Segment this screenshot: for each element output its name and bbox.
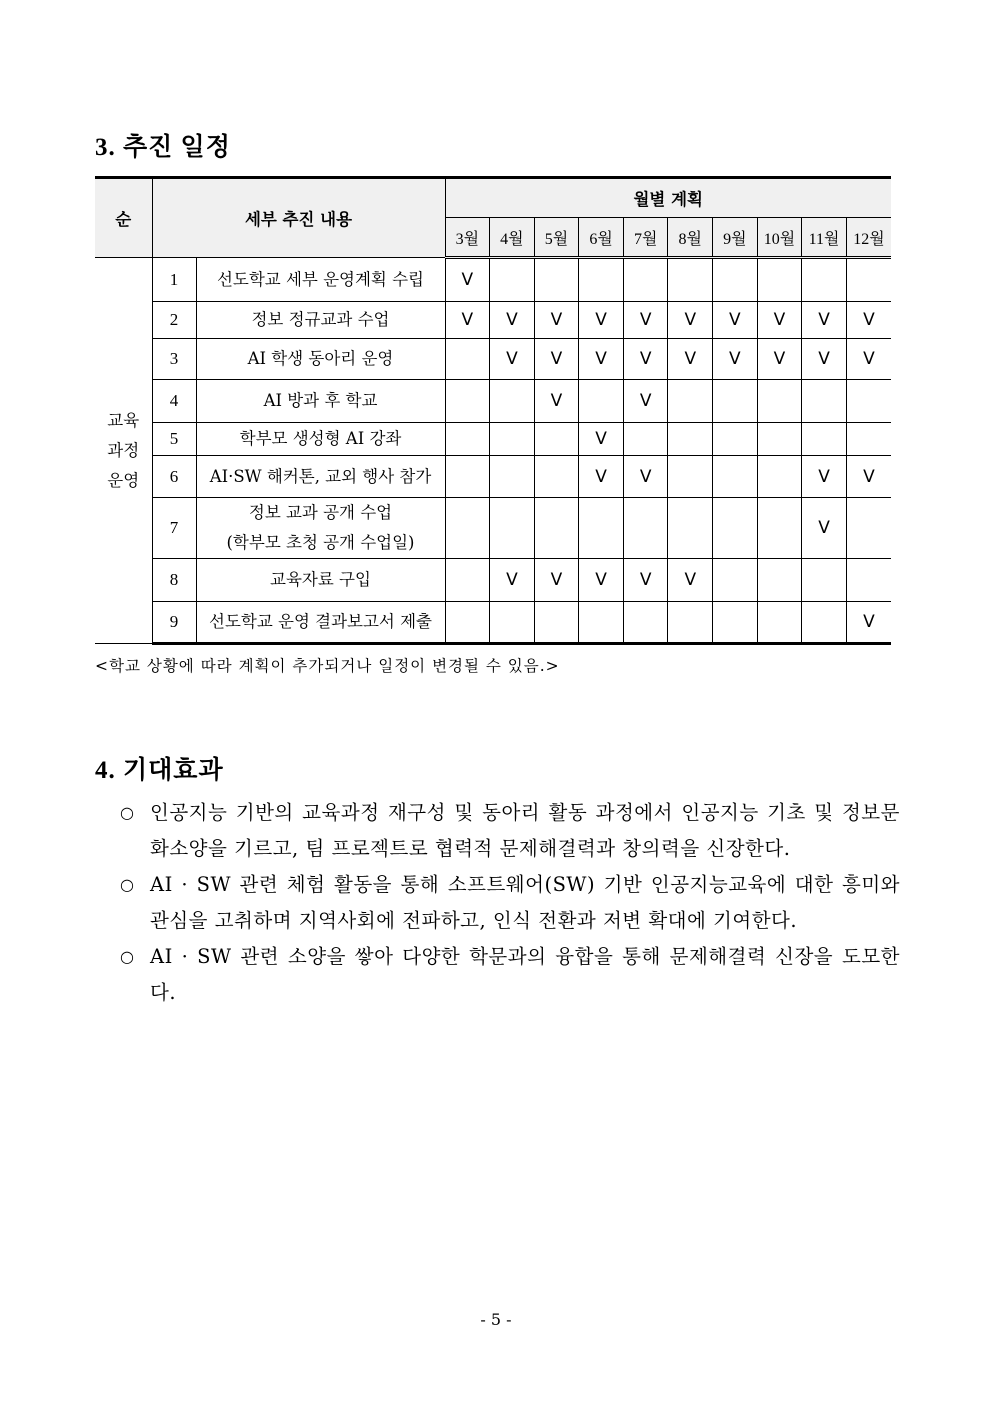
row-number: 1 xyxy=(152,258,196,302)
task-cell: 정보 정규교과 수업 xyxy=(196,302,445,339)
empty-month-cell xyxy=(490,602,535,644)
table-row xyxy=(95,380,891,423)
check-mark-cell: V xyxy=(668,339,713,380)
check-mark-cell: V xyxy=(623,339,668,380)
empty-month-cell xyxy=(445,380,490,423)
empty-month-cell xyxy=(668,498,713,559)
empty-month-cell xyxy=(713,380,758,423)
check-mark-cell: V xyxy=(802,498,847,559)
empty-month-cell xyxy=(757,456,802,498)
empty-month-cell xyxy=(846,258,891,302)
schedule-table xyxy=(95,176,891,645)
empty-month-cell xyxy=(713,456,758,498)
empty-month-cell xyxy=(445,602,490,644)
header-month: 12월 xyxy=(846,218,891,258)
check-mark-cell: V xyxy=(846,456,891,498)
task-cell xyxy=(196,498,445,559)
empty-month-cell xyxy=(445,498,490,559)
task-cell: 선도학교 운영 결과보고서 제출 xyxy=(196,602,445,644)
section-3-title: 3. 추진 일정 xyxy=(95,134,231,161)
check-mark-cell: V xyxy=(846,602,891,644)
empty-month-cell xyxy=(534,258,579,302)
effect-item xyxy=(118,939,900,1010)
check-mark-cell: V xyxy=(713,339,758,380)
check-mark-cell: V xyxy=(445,302,490,339)
empty-month-cell xyxy=(668,258,713,302)
schedule-body xyxy=(95,258,891,644)
row-number: 9 xyxy=(152,602,196,644)
check-mark-cell: V xyxy=(534,302,579,339)
check-mark-cell: V xyxy=(579,339,624,380)
empty-month-cell xyxy=(713,258,758,302)
empty-month-cell xyxy=(713,602,758,644)
table-row xyxy=(95,456,891,498)
check-mark-cell: V xyxy=(713,302,758,339)
empty-month-cell xyxy=(579,380,624,423)
empty-month-cell xyxy=(623,423,668,456)
empty-month-cell xyxy=(579,602,624,644)
check-mark-cell: V xyxy=(802,456,847,498)
empty-month-cell xyxy=(490,498,535,559)
empty-month-cell xyxy=(802,559,847,602)
table-row xyxy=(95,423,891,456)
empty-month-cell xyxy=(668,456,713,498)
empty-month-cell xyxy=(490,423,535,456)
row-number: 6 xyxy=(152,456,196,498)
header-month: 11월 xyxy=(802,218,847,258)
check-mark-cell: V xyxy=(534,339,579,380)
empty-month-cell xyxy=(668,602,713,644)
empty-month-cell xyxy=(802,602,847,644)
empty-month-cell xyxy=(445,456,490,498)
check-mark-cell: V xyxy=(623,302,668,339)
empty-month-cell xyxy=(668,423,713,456)
table-row xyxy=(95,302,891,339)
empty-month-cell xyxy=(445,559,490,602)
check-mark-cell: V xyxy=(579,302,624,339)
task-cell: AI 방과 후 학교 xyxy=(196,380,445,423)
empty-month-cell xyxy=(757,258,802,302)
row-number: 4 xyxy=(152,380,196,423)
schedule-note: <학교 상황에 따라 계획이 추가되거나 일정이 변경될 수 있음.> xyxy=(95,657,560,675)
empty-month-cell xyxy=(534,498,579,559)
check-mark-cell: V xyxy=(490,339,535,380)
empty-month-cell xyxy=(623,258,668,302)
check-mark-cell: V xyxy=(579,456,624,498)
effect-text: AI · SW 관련 소양을 쌓아 다양한 학문과의 융합을 통해 문제해결력 신장을 도모한다. xyxy=(150,945,900,1004)
row-number: 3 xyxy=(152,339,196,380)
task-cell: 학부모 생성형 AI 강좌 xyxy=(196,423,445,456)
empty-month-cell xyxy=(757,380,802,423)
empty-month-cell xyxy=(802,423,847,456)
header-month: 6월 xyxy=(579,218,624,258)
check-mark-cell: V xyxy=(490,559,535,602)
header-seq: 순 xyxy=(95,178,152,258)
empty-month-cell xyxy=(757,423,802,456)
check-mark-cell: V xyxy=(623,380,668,423)
empty-month-cell xyxy=(668,380,713,423)
empty-month-cell xyxy=(802,258,847,302)
expected-effects-list xyxy=(118,795,900,1011)
empty-month-cell xyxy=(623,602,668,644)
empty-month-cell xyxy=(490,380,535,423)
check-mark-cell: V xyxy=(623,559,668,602)
section-4-title: 4. 기대효과 xyxy=(95,757,224,784)
group-label-line: 운영 xyxy=(107,470,140,490)
check-mark-cell: V xyxy=(579,559,624,602)
task-cell: 교육자료 구입 xyxy=(196,559,445,602)
empty-month-cell xyxy=(757,559,802,602)
empty-month-cell xyxy=(713,559,758,602)
check-mark-cell: V xyxy=(490,302,535,339)
check-mark-cell: V xyxy=(846,339,891,380)
row-number: 5 xyxy=(152,423,196,456)
empty-month-cell xyxy=(445,423,490,456)
empty-month-cell xyxy=(802,380,847,423)
empty-month-cell xyxy=(534,456,579,498)
empty-month-cell xyxy=(490,258,535,302)
header-monthly-plan: 월별 계획 xyxy=(445,178,891,218)
empty-month-cell xyxy=(713,498,758,559)
empty-month-cell xyxy=(757,498,802,559)
empty-month-cell xyxy=(846,423,891,456)
check-mark-cell: V xyxy=(623,456,668,498)
check-mark-cell: V xyxy=(757,339,802,380)
header-month: 9월 xyxy=(713,218,758,258)
check-mark-cell: V xyxy=(668,302,713,339)
header-month: 4월 xyxy=(490,218,535,258)
header-month: 10월 xyxy=(757,218,802,258)
row-number: 2 xyxy=(152,302,196,339)
effect-item xyxy=(118,795,900,866)
group-label-line: 교육 xyxy=(107,410,140,430)
row-number: 8 xyxy=(152,559,196,602)
check-mark-cell: V xyxy=(534,559,579,602)
empty-month-cell xyxy=(846,380,891,423)
check-mark-cell: V xyxy=(668,559,713,602)
check-mark-cell: V xyxy=(802,302,847,339)
empty-month-cell xyxy=(846,559,891,602)
header-month: 8월 xyxy=(668,218,713,258)
table-row xyxy=(95,498,891,559)
empty-month-cell xyxy=(534,602,579,644)
check-mark-cell: V xyxy=(802,339,847,380)
group-label xyxy=(95,258,152,644)
group-label-line: 과정 xyxy=(107,440,140,460)
task-cell: AI 학생 동아리 운영 xyxy=(196,339,445,380)
effect-text: 인공지능 기반의 교육과정 재구성 및 동아리 활동 과정에서 인공지능 기초 및 정보문화소양을 기르고, 팀 프로젝트로 협력적 문제해결력과 창의력을 신장한다. xyxy=(150,801,900,860)
header-month: 7월 xyxy=(623,218,668,258)
header-month: 3월 xyxy=(445,218,490,258)
empty-month-cell xyxy=(490,456,535,498)
check-mark-cell: V xyxy=(534,380,579,423)
empty-month-cell xyxy=(579,258,624,302)
table-row xyxy=(95,339,891,380)
circle-bullet-icon: ○ xyxy=(120,803,135,822)
row-number: 7 xyxy=(152,498,196,559)
empty-month-cell xyxy=(757,602,802,644)
table-row xyxy=(95,559,891,602)
circle-bullet-icon: ○ xyxy=(120,947,135,966)
check-mark-cell: V xyxy=(579,423,624,456)
table-row xyxy=(95,602,891,644)
page-number: - 5 - xyxy=(480,1310,512,1329)
check-mark-cell: V xyxy=(846,302,891,339)
task-cell: AI·SW 해커톤, 교외 행사 참가 xyxy=(196,456,445,498)
table-row xyxy=(95,258,891,302)
empty-month-cell xyxy=(713,423,758,456)
effect-item xyxy=(118,867,900,938)
empty-month-cell xyxy=(623,498,668,559)
header-month: 5월 xyxy=(534,218,579,258)
empty-month-cell xyxy=(445,339,490,380)
effect-text: AI · SW 관련 체험 활동을 통해 소프트웨어(SW) 기반 인공지능교육에 대한 흥미와 관심을 고취하며 지역사회에 전파하고, 인식 전환과 저변 확대에 기여한다. xyxy=(150,873,900,932)
task-cell: 선도학교 세부 운영계획 수립 xyxy=(196,258,445,302)
empty-month-cell xyxy=(534,423,579,456)
empty-month-cell xyxy=(579,498,624,559)
task-line: 정보 교과 공개 수업 xyxy=(248,503,393,522)
header-detail: 세부 추진 내용 xyxy=(152,178,445,258)
task-line: (학부모 초청 공개 수업일) xyxy=(226,533,415,552)
empty-month-cell xyxy=(846,498,891,559)
check-mark-cell: V xyxy=(757,302,802,339)
circle-bullet-icon: ○ xyxy=(120,875,135,894)
check-mark-cell: V xyxy=(445,258,490,302)
